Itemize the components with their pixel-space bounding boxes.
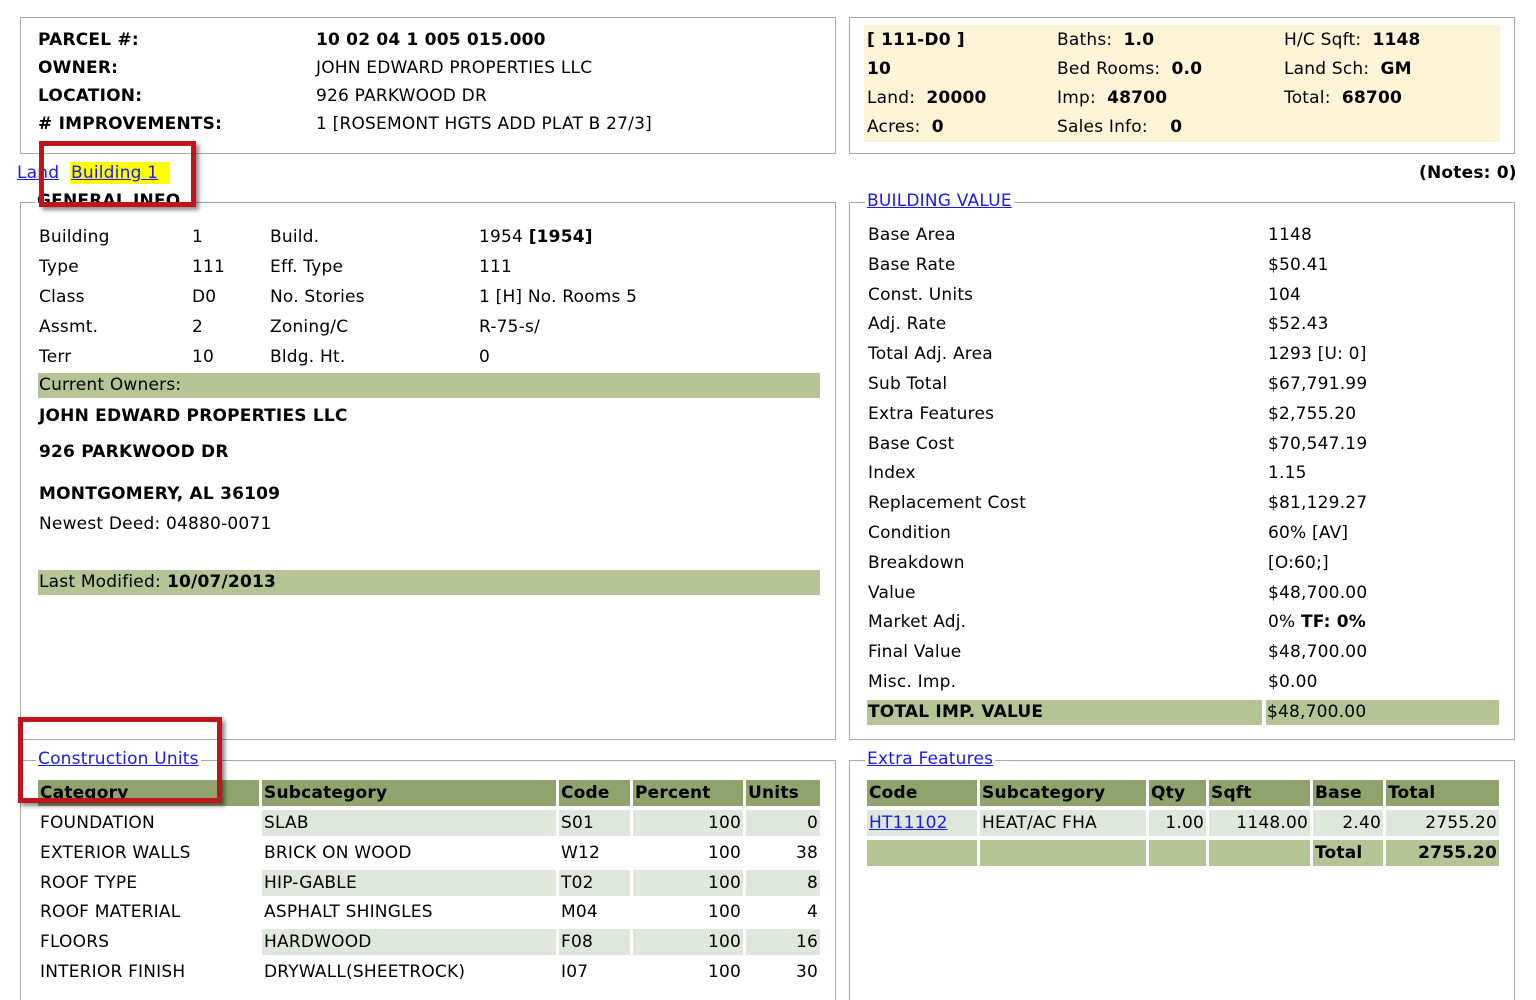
construction-unit-cell: FOUNDATION bbox=[40, 813, 155, 833]
sales-value: 0 bbox=[1170, 117, 1183, 137]
imp-value: 48700 bbox=[1107, 88, 1168, 108]
gi-row5-value2: 0 bbox=[479, 347, 491, 367]
construction-unit-cell: 100 bbox=[707, 842, 741, 863]
construction-unit-cell: FLOORS bbox=[40, 932, 110, 953]
extra-feature-cell: 1148.00 bbox=[1209, 810, 1310, 836]
building-value-label: Final Value bbox=[868, 642, 962, 663]
building-value-amount bbox=[1268, 463, 1307, 483]
location-value: 926 PARKWOOD DR bbox=[316, 86, 487, 106]
building-value-amount bbox=[1268, 404, 1356, 424]
extra-features-total-cell bbox=[1149, 840, 1206, 866]
construction-unit-cell: 8 bbox=[746, 870, 820, 896]
owner-address: 926 PARKWOOD DR bbox=[39, 442, 229, 462]
landsch-label: Land Sch: bbox=[1284, 59, 1370, 79]
header-percent: Percent bbox=[633, 780, 743, 806]
feature-code-link-text[interactable]: HT11102 bbox=[869, 813, 948, 833]
building-value-amount-text: 0% bbox=[1268, 612, 1296, 633]
owner-value: JOHN EDWARD PROPERTIES LLC bbox=[316, 58, 593, 78]
building-value-label: Const. Units bbox=[868, 284, 974, 305]
header-subcategory: Subcategory bbox=[980, 780, 1146, 806]
building-value-amount bbox=[1268, 672, 1318, 692]
building-value-label: Condition bbox=[868, 523, 951, 543]
building-value-legend[interactable]: BUILDING VALUE bbox=[867, 191, 1012, 211]
construction-unit-cell: SLAB bbox=[262, 810, 556, 836]
header-qty: Qty bbox=[1149, 780, 1206, 806]
building-value-amount-text: 1.15 bbox=[1268, 463, 1307, 484]
last-modified-value: 10/07/2013 bbox=[167, 572, 277, 592]
header-total: Total bbox=[1386, 780, 1499, 806]
extra-feature-cell: 2755.20 bbox=[1386, 810, 1499, 836]
header-category: Category bbox=[38, 780, 259, 806]
extra-feature-cell: HEAT/AC FHA bbox=[980, 810, 1146, 836]
construction-unit-cell: 100 bbox=[707, 902, 741, 923]
construction-unit-cell: M04 bbox=[561, 902, 598, 923]
construction-unit-cell: 30 bbox=[795, 962, 818, 982]
bedrooms-value: 0.0 bbox=[1171, 59, 1203, 79]
building-value-amount-text: 1148 bbox=[1268, 225, 1313, 245]
building-value-amount bbox=[1268, 434, 1367, 454]
land-sch-field bbox=[1284, 59, 1412, 79]
construction-unit-cell: ASPHALT SHINGLES bbox=[264, 902, 433, 923]
extra-features-legend[interactable]: Extra Features bbox=[867, 749, 994, 769]
header-base: Base bbox=[1313, 780, 1383, 806]
construction-unit-cell: 0 bbox=[746, 810, 820, 836]
hc-sqft-field bbox=[1284, 30, 1421, 50]
gi-row5-label2: Bldg. Ht. bbox=[270, 347, 346, 367]
construction-unit-cell: ROOF MATERIAL bbox=[40, 902, 181, 923]
building-value-label: Sub Total bbox=[868, 374, 948, 394]
notes-count: (Notes: 0) bbox=[1419, 163, 1517, 183]
gi-row3-value2: 1 [H] No. Rooms 5 bbox=[479, 287, 638, 307]
build-year-bracket: [1954] bbox=[528, 227, 593, 247]
building-value-amount-text: $48,700.00 bbox=[1268, 642, 1368, 663]
construction-unit-cell: HIP-GABLE bbox=[262, 870, 556, 896]
acres-field bbox=[867, 117, 944, 137]
construction-unit-cell: BRICK ON WOOD bbox=[264, 842, 412, 863]
building-value-label: Index bbox=[868, 463, 916, 484]
building-value-amount bbox=[1268, 255, 1329, 275]
baths-label: Baths: bbox=[1057, 30, 1113, 50]
sales-label: Sales Info: bbox=[1057, 117, 1148, 137]
building-value-label: Base Cost bbox=[868, 433, 955, 454]
construction-unit-cell: W12 bbox=[561, 842, 601, 863]
gi-row2-value2: 111 bbox=[479, 257, 513, 277]
construction-unit-cell: INTERIOR FINISH bbox=[40, 962, 186, 982]
gi-row4-label: Assmt. bbox=[39, 317, 99, 337]
construction-unit-cell: T02 bbox=[559, 870, 630, 896]
construction-unit-cell: EXTERIOR WALLS bbox=[40, 842, 191, 863]
construction-unit-cell: ROOF TYPE bbox=[40, 872, 138, 893]
general-info-legend: GENERAL INFO bbox=[37, 191, 181, 211]
building-value-amount-text: $50.41 bbox=[1268, 254, 1329, 275]
acres-value: 0 bbox=[931, 117, 944, 137]
bedrooms-field bbox=[1057, 59, 1202, 79]
building-value-label: Replacement Cost bbox=[868, 493, 1027, 514]
gi-row4-value2: R-75-s/ bbox=[479, 317, 541, 337]
building-value-amount-text: 1293 [U: 0] bbox=[1268, 344, 1367, 365]
acres-label: Acres: bbox=[867, 117, 921, 137]
gi-row2-label: Type bbox=[39, 257, 79, 277]
construction-unit-cell: 16 bbox=[746, 929, 820, 955]
extra-features-panel bbox=[849, 749, 1515, 1000]
construction-unit-cell: 100 bbox=[707, 962, 741, 982]
sales-info-field bbox=[1057, 117, 1182, 137]
hcsqft-label: H/C Sqft: bbox=[1284, 30, 1362, 50]
header-sqft: Sqft bbox=[1209, 780, 1310, 806]
imp-field bbox=[1057, 88, 1167, 108]
construction-unit-cell: F08 bbox=[559, 929, 630, 955]
improvements-value: 1 [ROSEMONT HGTS ADD PLAT B 27/3] bbox=[316, 114, 652, 134]
gi-row4-label2: Zoning/C bbox=[270, 317, 349, 337]
total-imp-value-label: TOTAL IMP. VALUE bbox=[868, 702, 1044, 722]
gi-row2-value: 111 bbox=[192, 257, 226, 277]
gi-row1-label: Building bbox=[39, 227, 110, 247]
parcel-label: PARCEL #: bbox=[38, 30, 139, 50]
gi-row1-label2: Build. bbox=[270, 227, 320, 247]
building-value-amount-text: [O:60;] bbox=[1268, 552, 1329, 573]
total-field bbox=[1284, 88, 1402, 108]
total-imp-value-cell bbox=[1266, 700, 1499, 725]
building-value-amount-text: $52.43 bbox=[1268, 314, 1329, 335]
total-imp-value: $48,700.00 bbox=[1267, 702, 1367, 722]
extra-feature-cell: 2.40 bbox=[1313, 810, 1383, 836]
header-code: Code bbox=[559, 780, 630, 806]
building-value-label: Base Area bbox=[868, 225, 956, 245]
building-value-label: Misc. Imp. bbox=[868, 672, 957, 692]
building-value-panel bbox=[849, 191, 1515, 740]
building-value-amount bbox=[1268, 553, 1329, 573]
header-units: Units bbox=[746, 780, 820, 806]
header-code: Code bbox=[867, 780, 977, 806]
extra-features-total-cell bbox=[1209, 840, 1310, 866]
building-value-amount bbox=[1268, 344, 1367, 364]
summary-panel bbox=[849, 17, 1515, 154]
building-value-label: Adj. Rate bbox=[868, 314, 947, 335]
newest-deed: Newest Deed: 04880-0071 bbox=[39, 514, 272, 534]
location-label: LOCATION: bbox=[38, 86, 143, 106]
parcel-info-panel bbox=[20, 17, 836, 154]
construction-unit-cell: 100 bbox=[633, 929, 743, 955]
gi-row5-label: Terr bbox=[39, 347, 72, 367]
owner-name: JOHN EDWARD PROPERTIES LLC bbox=[39, 406, 348, 426]
building-value-amount-text: $48,700.00 bbox=[1268, 582, 1368, 603]
hcsqft-value: 1148 bbox=[1372, 30, 1421, 50]
building-value-label: Breakdown bbox=[868, 552, 965, 573]
owner-label: OWNER: bbox=[38, 58, 119, 78]
building-value-amount bbox=[1268, 374, 1367, 394]
building-value-amount-text: $0.00 bbox=[1268, 672, 1318, 692]
extra-features-total-cell bbox=[980, 840, 1146, 866]
baths-value: 1.0 bbox=[1123, 30, 1155, 50]
construction-unit-cell: HARDWOOD bbox=[262, 929, 556, 955]
tab-building-1[interactable]: Building 1 bbox=[70, 162, 170, 184]
tf-value: TF: 0% bbox=[1300, 612, 1367, 633]
total-imp-value-label-cell bbox=[867, 700, 1262, 725]
building-value-amount-text: $81,129.27 bbox=[1268, 493, 1368, 514]
building-value-amount-text: 104 bbox=[1268, 284, 1302, 305]
building-value-label: Base Rate bbox=[868, 254, 956, 275]
building-value-label: Total Adj. Area bbox=[868, 344, 993, 365]
gi-row3-value: D0 bbox=[192, 287, 217, 307]
building-value-amount bbox=[1268, 583, 1367, 603]
construction-unit-cell: 4 bbox=[806, 902, 818, 923]
building-value-amount-text: $67,791.99 bbox=[1268, 374, 1368, 394]
building-value-amount-text: 60% [AV] bbox=[1268, 523, 1349, 543]
extra-feature-cell: 1.00 bbox=[1149, 810, 1206, 836]
construction-unit-cell: 38 bbox=[795, 842, 818, 863]
parcel-value: 10 02 04 1 005 015.000 bbox=[316, 30, 546, 50]
gi-row4-value: 2 bbox=[192, 317, 204, 337]
land-value-field bbox=[867, 88, 987, 108]
last-modified-label: Last Modified: bbox=[39, 572, 161, 592]
construction-unit-cell: 100 bbox=[633, 870, 743, 896]
last-modified-band bbox=[38, 570, 820, 595]
building-value-amount bbox=[1268, 642, 1367, 662]
baths-field bbox=[1057, 30, 1154, 50]
building-value-amount-text: $2,755.20 bbox=[1268, 403, 1357, 424]
land-value: 20000 bbox=[926, 88, 987, 108]
building-value-amount-text: $70,547.19 bbox=[1268, 433, 1368, 454]
construction-unit-cell: 100 bbox=[633, 810, 743, 836]
extra-features-total-cell: 2755.20 bbox=[1386, 840, 1499, 866]
terr-code: 10 bbox=[867, 59, 892, 79]
gi-row3-label: Class bbox=[39, 287, 85, 307]
total-label: Total: bbox=[1284, 88, 1331, 108]
class-code: [ 111-D0 ] bbox=[867, 30, 965, 50]
building-value-amount bbox=[1268, 314, 1329, 334]
building-value-label: Extra Features bbox=[868, 403, 995, 424]
construction-units-legend[interactable]: Construction Units bbox=[38, 749, 199, 769]
gi-row5-value: 10 bbox=[192, 347, 215, 367]
extra-features-total-cell: Total bbox=[1313, 840, 1383, 866]
building-value-amount bbox=[1268, 523, 1348, 543]
improvements-label: # IMPROVEMENTS: bbox=[38, 114, 223, 134]
construction-unit-cell: DRYWALL(SHEETROCK) bbox=[264, 962, 466, 982]
current-owners-label: Current Owners: bbox=[39, 375, 182, 395]
gi-row1-value2 bbox=[479, 227, 593, 247]
build-year: 1954 bbox=[479, 227, 524, 247]
bedrooms-label: Bed Rooms: bbox=[1057, 59, 1161, 79]
building-value-amount bbox=[1268, 225, 1312, 245]
header-subcategory: Subcategory bbox=[262, 780, 556, 806]
general-info-panel bbox=[20, 191, 836, 740]
construction-unit-cell: S01 bbox=[559, 810, 630, 836]
gi-row1-value: 1 bbox=[192, 227, 204, 247]
building-value-amount bbox=[1268, 493, 1367, 513]
owner-city: MONTGOMERY, AL 36109 bbox=[39, 484, 281, 504]
total-value: 68700 bbox=[1341, 88, 1403, 108]
feature-code-link[interactable] bbox=[867, 810, 977, 836]
landsch-value: GM bbox=[1380, 59, 1412, 79]
land-label: Land: bbox=[867, 88, 916, 108]
building-value-label: Value bbox=[868, 582, 916, 603]
current-owners-band bbox=[38, 373, 820, 398]
gi-row3-label2: No. Stories bbox=[270, 287, 365, 307]
construction-unit-cell: I07 bbox=[561, 962, 589, 982]
building-value-amount bbox=[1268, 285, 1301, 305]
building-value-amount bbox=[1268, 612, 1366, 632]
imp-label: Imp: bbox=[1057, 88, 1096, 108]
gi-row2-label2: Eff. Type bbox=[270, 257, 344, 277]
building-value-label: Market Adj. bbox=[868, 612, 967, 633]
extra-features-total-cell bbox=[867, 840, 977, 866]
tab-land[interactable]: Land bbox=[17, 163, 60, 183]
construction-units-panel bbox=[20, 749, 836, 1000]
